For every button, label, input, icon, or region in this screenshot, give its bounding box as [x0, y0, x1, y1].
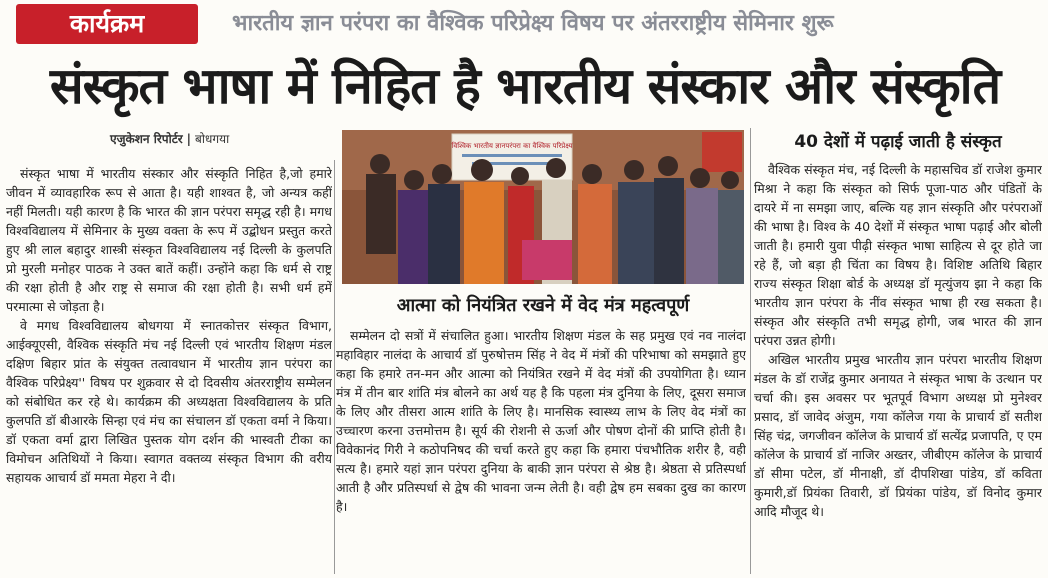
photo-banner-text: विश्विक भारतीय ज्ञानपरंपरा का वैश्विक परिप्रेक्ष्य — [451, 142, 573, 150]
byline-separator: | — [186, 132, 192, 146]
left-paragraph-1: संस्कृत भाषा में भारतीय संस्कार और संस्कृति निहित है,जो हमारे जीवन में व्यावहारिक रूप से आता है। यही शाश्वत है, जो अन्यत्र कहीं नहीं मिलती। यही कारण है कि भारत की ज्ञान परंपरा समृद्ध रही है। मगध विश्वविद्यालय में सेमिनार के मुख्य वक्ता के रूप में उद्बोधन प्रस्तुत करते हुए श्री लाल बहादुर शास्त्री संस्कृत विश्वविद्यालय नई दिल्ली के कुलपति प्रो मुरली मनोहर पाठक ने उक्त बातें कहीं। उन्होंने कहा कि धर्म से राष्ट्र की रक्षा होती है और राष्ट्र से समाज की रक्षा होती है। सभी धर्म हमें परमात्मा से जोड़ता है। — [6, 166, 332, 314]
kicker-headline: भारतीय ज्ञान परंपरा का वैश्विक परिप्रेक्ष्य विषय पर अंतरराष्ट्रीय सेमिनार शुरू — [232, 11, 834, 36]
middle-column — [336, 326, 746, 574]
group-photo-image — [342, 130, 744, 284]
right-paragraph-2: अखिल भारतीय प्रमुख भारतीय ज्ञान परंपरा भारतीय शिक्षण मंडल के डॉ राजेंद्र कुमार अनायत ने संस्कृत भाषा के उत्थान पर चर्चा की। इस अवसर पर भूतपूर्व विभाग अध्यक्ष प्रो मुनेश्वर प्रसाद, डॉ जावेद अंजुम, गया कॉलेज गया के प्राचार्य डॉ सतीश सिंह चंद्र, जगजीवन कॉलेज के प्राचार्य डॉ सत्येंद्र प्रजापति, ए एम कॉलेज के प्राचार्य डॉ नाजिर अख्तर, जीबीएम कॉलेज के प्राचार्य डॉ सीमा पटेल, डॉ मीनाक्षी, डॉ दीपशिखा पांडेय, डॉ कविता कुमारी,डॉ प्रियंका तिवारी, डॉ प्रियंका पांडेय, डॉ विनोद कुमार आदि मौजूद थे। — [754, 352, 1042, 519]
left-paragraph-2: वे मगध विश्वविद्यालय बोधगया में स्नातकोत्तर संस्कृत विभाग, आईक्यूएसी, वैश्विक संस्कृति मंच नई दिल्ली एवं भारतीय शिक्षण मंडल दक्षिण बिहार प्रांत के संयुक्त तत्वावधान में भारतीय ज्ञान परंपरा का वैश्विक परिप्रेक्ष्य'' विषय पर शुक्रवार से दो दिवसीय अंतरराष्ट्रीय सम्मेलन को संबोधित कर रहे थे। कार्यक्रम की अध्यक्षता विश्वविद्यालय के प्रति कुलपति डॉ बीआरके सिन्हा एवं मंच का संचालन डॉ एकता वर्मा ने किया। डॉ एकता वर्मा द्वारा लिखित पुस्तक योग दर्शन की भास्वती टीका का विमोचन अतिथियों ने किया। स्वागत वक्तव्य संस्कृत विभाग की वरीय सहायक आचार्य डॉ ममता मेहरा ने दी। — [6, 318, 332, 485]
column-divider-left — [334, 160, 335, 574]
byline — [110, 130, 229, 150]
byline-reporter: एजुकेशन रिपोर्टर — [110, 132, 183, 146]
left-column — [6, 164, 332, 574]
right-paragraph-1: वैश्विक संस्कृत मंच, नई दिल्ली के महासचिव डॉ राजेश कुमार मिश्रा ने कहा कि संस्कृत को सिर्फ पूजा-पाठ और पंडितों के दायरे में ना समझा जाए, बल्कि यह ज्ञान संस्कृति और परंपराओं की भाषा है। विश्व के 40 देशों में संस्कृत भाषा पढ़ाई और बोली जाती है। हमारी युवा पीढ़ी संस्कृत भाषा साहित्य से दूर होते जा रहे हैं, जो बड़ा ही चिंता का विषय है। विशिष्ट अतिथि बिहार राज्य संस्कृत शिक्षा बोर्ड के अध्यक्ष डॉ मृत्युंजय झा ने कहा कि भारतीय ज्ञान परंपरा के नींव संस्कृत भाषा ही रख सकता है। संस्कृत और संस्कृति तभी समृद्ध होगी, जब भारत की ज्ञान परंपरा उन्नत होगी। — [754, 162, 1042, 348]
main-headline: संस्कृत भाषा में निहित है भारतीय संस्कार और संस्कृति — [49, 57, 1001, 115]
byline-place: बोधगया — [195, 132, 230, 146]
event-photo — [342, 130, 744, 284]
middle-paragraph-1: सम्मेलन दो सत्रों में संचालित हुआ। भारतीय शिक्षण मंडल के सह प्रमुख एवं नव नालंदा महाविहार नालंदा के आचार्य डॉ पुरुषोत्तम सिंह ने वेद में मंत्रों की परिभाषा को समझाते हुए कहा कि हमारे तन-मन और आत्मा को नियंत्रित रखने में वेद मंत्रों की उपयोगिता है। ध्यान मंत्र में तीन बार शांति मंत्र बोलने का अर्थ यह है कि पहला मंत्र दुनिया के लिए, दूसरा समाज के लिए और तीसरा आत्म शांति के लिए है। मानसिक स्वास्थ्य लाभ के लिए वेद मंत्रों का उच्चारण करना उत्तमोत्तम है। सूर्य की रोशनी से ऊर्जा और पोषण दोनों की प्राप्ति होती है। विवेकानंद गिरी ने कठोपनिषद की चर्चा करते हुए कहा कि हमारा पंचभौतिक शरीर है, वही सत्य है। हमारे यहां ज्ञान परंपरा दुनिया के बाकी ज्ञान परंपरा से श्रेष्ठ है। श्रेष्ठता से प्रतिस्पर्धा आती है और प्रतिस्पर्धा से द्वेष की भावना जन्म लेती है। वही द्वेष हम सबका दुख का कारण है। — [336, 328, 746, 514]
middle-subhead: आत्मा को नियंत्रित रखने में वेद मंत्र महत्वपूर्ण — [396, 295, 690, 316]
section-tag: कार्यक्रम — [16, 4, 198, 44]
right-subhead: 40 देशों में पढ़ाई जाती है संस्कृत — [794, 132, 1002, 152]
right-column — [754, 160, 1042, 574]
column-divider-right — [750, 128, 751, 574]
